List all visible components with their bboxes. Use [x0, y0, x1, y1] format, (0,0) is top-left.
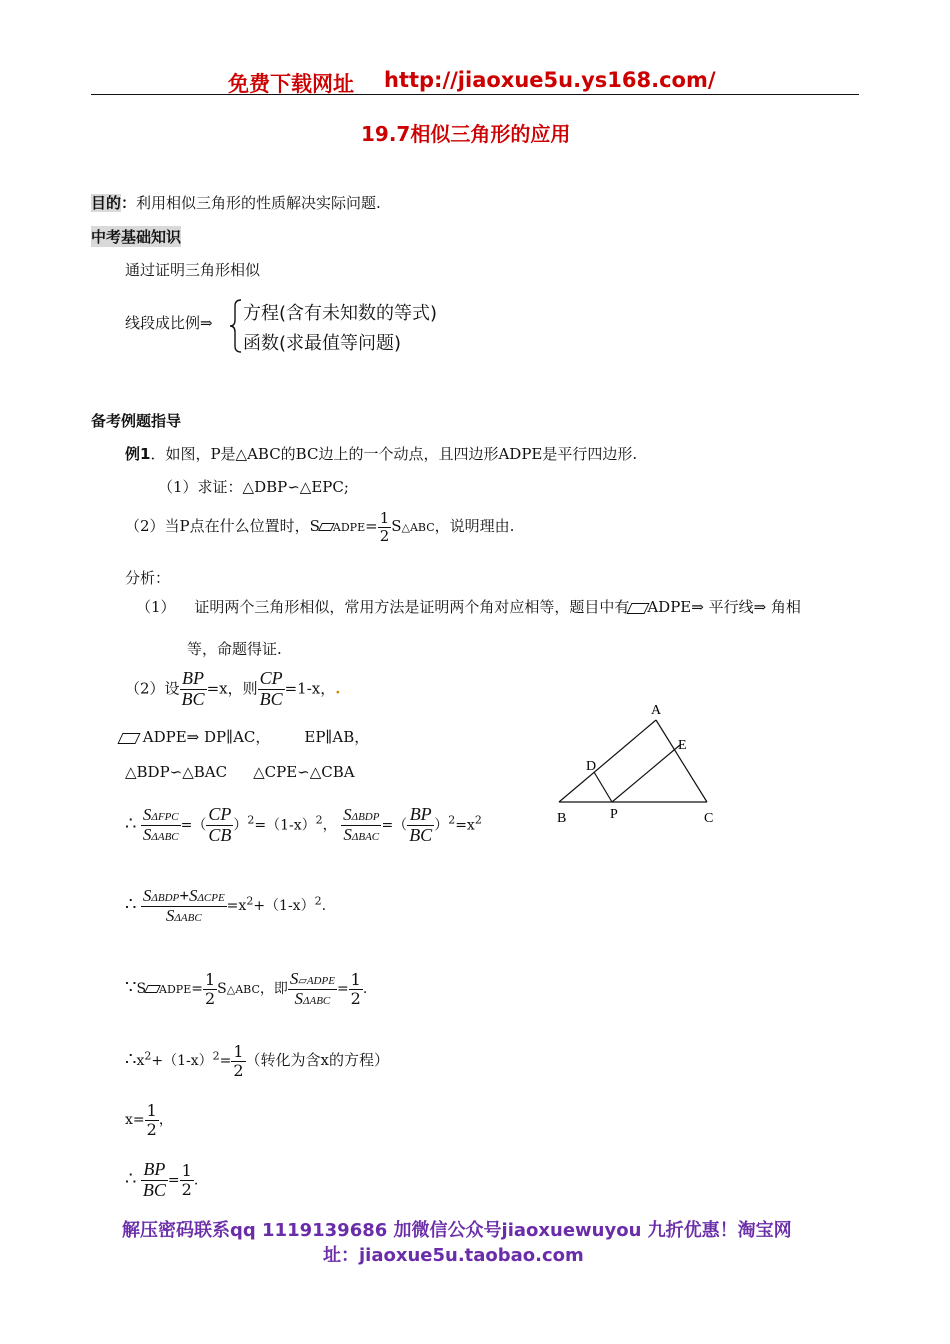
r4-note: （转化为含x的方程）: [245, 1051, 390, 1070]
r2-den-sub: ΔABC: [174, 911, 202, 924]
r1-sq: 2: [247, 813, 255, 827]
analysis-1: [136, 596, 801, 617]
r6-eq: =: [167, 1172, 180, 1189]
r1-f3-den-sub: ΔBAC: [351, 830, 380, 843]
example1-label: 例1: [125, 445, 151, 463]
r2-plus: +: [179, 886, 189, 905]
r3-f2-den-sub: ΔABC: [303, 994, 331, 1007]
r1-f1-num: S: [142, 805, 152, 825]
a4-text1: △BDP∽△BAC: [125, 763, 228, 781]
r1-eq1: =（: [180, 817, 207, 834]
label-D: D: [586, 759, 597, 774]
q2-sub1: ADPE: [332, 521, 366, 534]
q2-post: ，说明理由.: [434, 517, 515, 535]
a3-text2: EP∥AB，: [304, 728, 370, 746]
examples-heading: 备考例题指导: [91, 412, 182, 430]
a1-text: 证明两个三角形相似，常用方法是证明两个角对应相等，题目中有: [194, 598, 630, 616]
r1-f3-num-sub: ΔBDP: [351, 811, 380, 824]
segment-EP: [612, 745, 680, 802]
r5-fraction: [145, 1102, 159, 1138]
math-row-1: [125, 805, 482, 846]
analysis-2: [125, 669, 340, 710]
r1-fraction-2: [206, 805, 233, 846]
header-site-url[interactable]: http://jiaoxue5u.ys168.com/: [384, 68, 716, 92]
r3-f3-num: 1: [350, 970, 361, 990]
r1-f4-den: BC: [409, 824, 433, 845]
therefore-symbol: ∴: [125, 1168, 137, 1190]
a2-f1-den: BC: [181, 688, 205, 709]
basics-line2-text: 线段成比例: [125, 314, 201, 332]
example1-text: [125, 443, 637, 464]
a2-f1-num: BP: [180, 669, 207, 690]
r3-s2: S: [217, 981, 227, 998]
a1-num: （1）: [136, 598, 176, 616]
math-row-3: [125, 970, 367, 1008]
a3-text: ADPE⇒ DP∥AC，: [142, 728, 271, 746]
r1-eq2: =（: [381, 817, 408, 834]
r1-fraction-4: [407, 805, 434, 846]
analysis-label: 分析：: [125, 569, 171, 587]
label-P: P: [610, 807, 618, 822]
therefore-symbol: ∴: [125, 813, 137, 835]
r3-end: .: [362, 981, 368, 998]
basics-branch2: 函数(求最值等问题): [243, 333, 402, 354]
a2-dot: .: [335, 679, 341, 698]
r3-fraction-3: [349, 971, 363, 1007]
math-row-5: [125, 1102, 173, 1138]
a2-fraction-1: [180, 669, 207, 710]
r1-f1-den-sub: ΔABC: [151, 830, 179, 843]
r1-pow1: ）: [233, 817, 248, 834]
r1-pow2: ）: [434, 817, 449, 834]
math-row-6: [125, 1160, 198, 1201]
q2-s: S: [391, 517, 402, 535]
r4-sq: 2: [144, 1049, 152, 1063]
r1-sq4: 2: [474, 813, 482, 827]
r1-sq3: 2: [448, 813, 456, 827]
q2-frac-num: 1: [379, 509, 390, 527]
segment-DP: [594, 772, 612, 802]
r2-end: .: [321, 898, 327, 915]
goal-text: 利用相似三角形的性质解决实际问题.: [136, 194, 381, 212]
label-B: B: [557, 811, 567, 826]
r3-sub2: △ABC: [226, 983, 260, 997]
r3-f3-den: 2: [350, 988, 361, 1008]
r3-f2-num: S: [289, 969, 299, 988]
r4-x: x: [136, 1053, 145, 1070]
label-E: E: [678, 738, 687, 753]
r2-num-b-sub: ΔCPE: [197, 892, 225, 904]
r1-f3-num: S: [343, 805, 352, 825]
triangle-figure: [545, 690, 730, 835]
q2-sub2: △ABC: [401, 521, 435, 534]
r4-f-num: 1: [233, 1042, 244, 1061]
parallelogram-icon: [117, 733, 140, 744]
segment-AB: [559, 720, 656, 802]
because-symbol: ∵: [125, 977, 137, 999]
header-rule: [91, 94, 859, 95]
label-A: A: [651, 703, 662, 718]
r5-f-den: 2: [146, 1119, 157, 1139]
r1-f1-den: S: [142, 824, 152, 844]
r2-sq2: 2: [314, 894, 322, 908]
r2-num-b: S: [188, 886, 198, 905]
analysis-4: [125, 763, 355, 781]
r6-f2-den: 2: [181, 1179, 192, 1199]
r1-fraction-3: [341, 806, 381, 844]
a2-mid: =x，则: [206, 679, 258, 698]
basics-line2: [125, 312, 213, 333]
r5-x: x=: [125, 1112, 145, 1129]
r5-end: ，: [158, 1112, 173, 1129]
r4-fraction: [231, 1043, 245, 1079]
r4-mid: +（1-x）: [151, 1053, 213, 1070]
label-C: C: [704, 811, 714, 826]
r6-fraction: [141, 1160, 168, 1201]
r2-sq: 2: [246, 894, 254, 908]
a2-pre: （2）设: [125, 679, 180, 698]
question1: （1）求证：△DBP∽△EPC;: [158, 478, 349, 496]
r1-rest2: =x: [455, 817, 475, 834]
r1-f2-num: CP: [208, 804, 232, 824]
analysis-3: [120, 726, 369, 747]
question2: [125, 510, 514, 544]
r3-eq: =: [191, 981, 203, 998]
q2-fraction: [378, 510, 392, 544]
q2-pre: （2）当P点在什么位置时，S: [125, 517, 320, 535]
r3-ie: ，即: [259, 981, 288, 998]
r4-sq2: 2: [212, 1049, 220, 1063]
a4-text2: △CPE∽△CBA: [253, 763, 355, 781]
footer-line-1: 解压密码联系qq 1119139686 加微信公众号jiaoxuewuyou 九折优惠！淘宝网: [122, 1220, 792, 1241]
r1-comma: ，: [322, 817, 337, 834]
math-row-2: [125, 887, 326, 925]
q2-frac-den: 2: [379, 526, 390, 545]
brace-icon: [229, 298, 243, 354]
r1-f4-num: BP: [407, 805, 434, 826]
r2-rest: =x: [226, 898, 247, 915]
implies-arrow: ⇒: [200, 314, 213, 332]
basics-heading: 中考基础知识: [91, 228, 182, 246]
r2-fraction: [141, 887, 227, 925]
r1-rest1: =（1-x）: [254, 817, 316, 834]
q2-eq: =: [365, 517, 378, 535]
r6-f-den: BC: [142, 1179, 166, 1200]
r3-eq2: =: [336, 981, 349, 998]
r2-den: S: [165, 905, 175, 925]
r6-f-num: BP: [141, 1160, 168, 1181]
a2-post: =1-x，: [284, 679, 336, 698]
analysis-1-cont: 等，命题得证.: [187, 640, 282, 658]
r3-f2-den: S: [294, 988, 304, 1008]
r1-fraction-1: [141, 806, 181, 844]
basics-branch1: 方程(含有未知数的等式): [243, 303, 438, 324]
r1-sq2: 2: [315, 813, 323, 827]
a2-f2-den: BC: [259, 688, 283, 709]
header-site-label: 免费下载网址: [228, 72, 354, 96]
goal-colon: ：: [121, 194, 137, 212]
r3-sub: ADPE: [159, 983, 192, 997]
r3-f2-num-sub: ▱ADPE: [298, 975, 335, 987]
math-row-4: [125, 1043, 389, 1079]
a2-f2-num: CP: [259, 668, 283, 688]
r5-f-num: 1: [146, 1101, 157, 1120]
r3-fraction-2: [288, 970, 337, 1008]
r3-f-den: 2: [204, 988, 216, 1008]
page-title: 19.7相似三角形的应用: [361, 122, 571, 146]
example1-body: ．如图，P是△ABC的BC边上的一个动点，且四边形ADPE是平行四边形.: [150, 445, 638, 463]
r1-f2-den: CB: [208, 824, 232, 845]
a1-mid: ADPE⇒ 平行线⇒ 角相: [647, 598, 801, 616]
basics-line1: 通过证明三角形相似: [125, 261, 261, 279]
r6-f2-num: 1: [181, 1161, 192, 1181]
r2-num-a-sub: ΔBDP: [151, 892, 180, 904]
r1-f1-num-sub: ΔFPC: [151, 811, 179, 824]
goal-line: [91, 192, 381, 213]
r2-rest2: +（1-x）: [253, 898, 315, 915]
footer-line-2[interactable]: 址：jiaoxue5u.taobao.com: [323, 1245, 584, 1266]
r3-s: S: [136, 981, 147, 998]
therefore-symbol: ∴: [125, 894, 137, 916]
goal-label: 目的: [91, 194, 122, 212]
segment-AC: [656, 720, 707, 802]
r6-fraction-2: [180, 1162, 194, 1198]
r3-f-num: 1: [204, 970, 216, 990]
r2-num-a: S: [142, 886, 152, 905]
r4-eq: =: [219, 1053, 232, 1070]
r4-f-den: 2: [233, 1060, 244, 1080]
r6-end: .: [193, 1172, 199, 1189]
r3-fraction: [203, 971, 217, 1007]
r1-f3-den: S: [343, 824, 352, 844]
therefore-symbol: ∴: [125, 1049, 137, 1071]
a2-fraction-2: [258, 669, 285, 710]
